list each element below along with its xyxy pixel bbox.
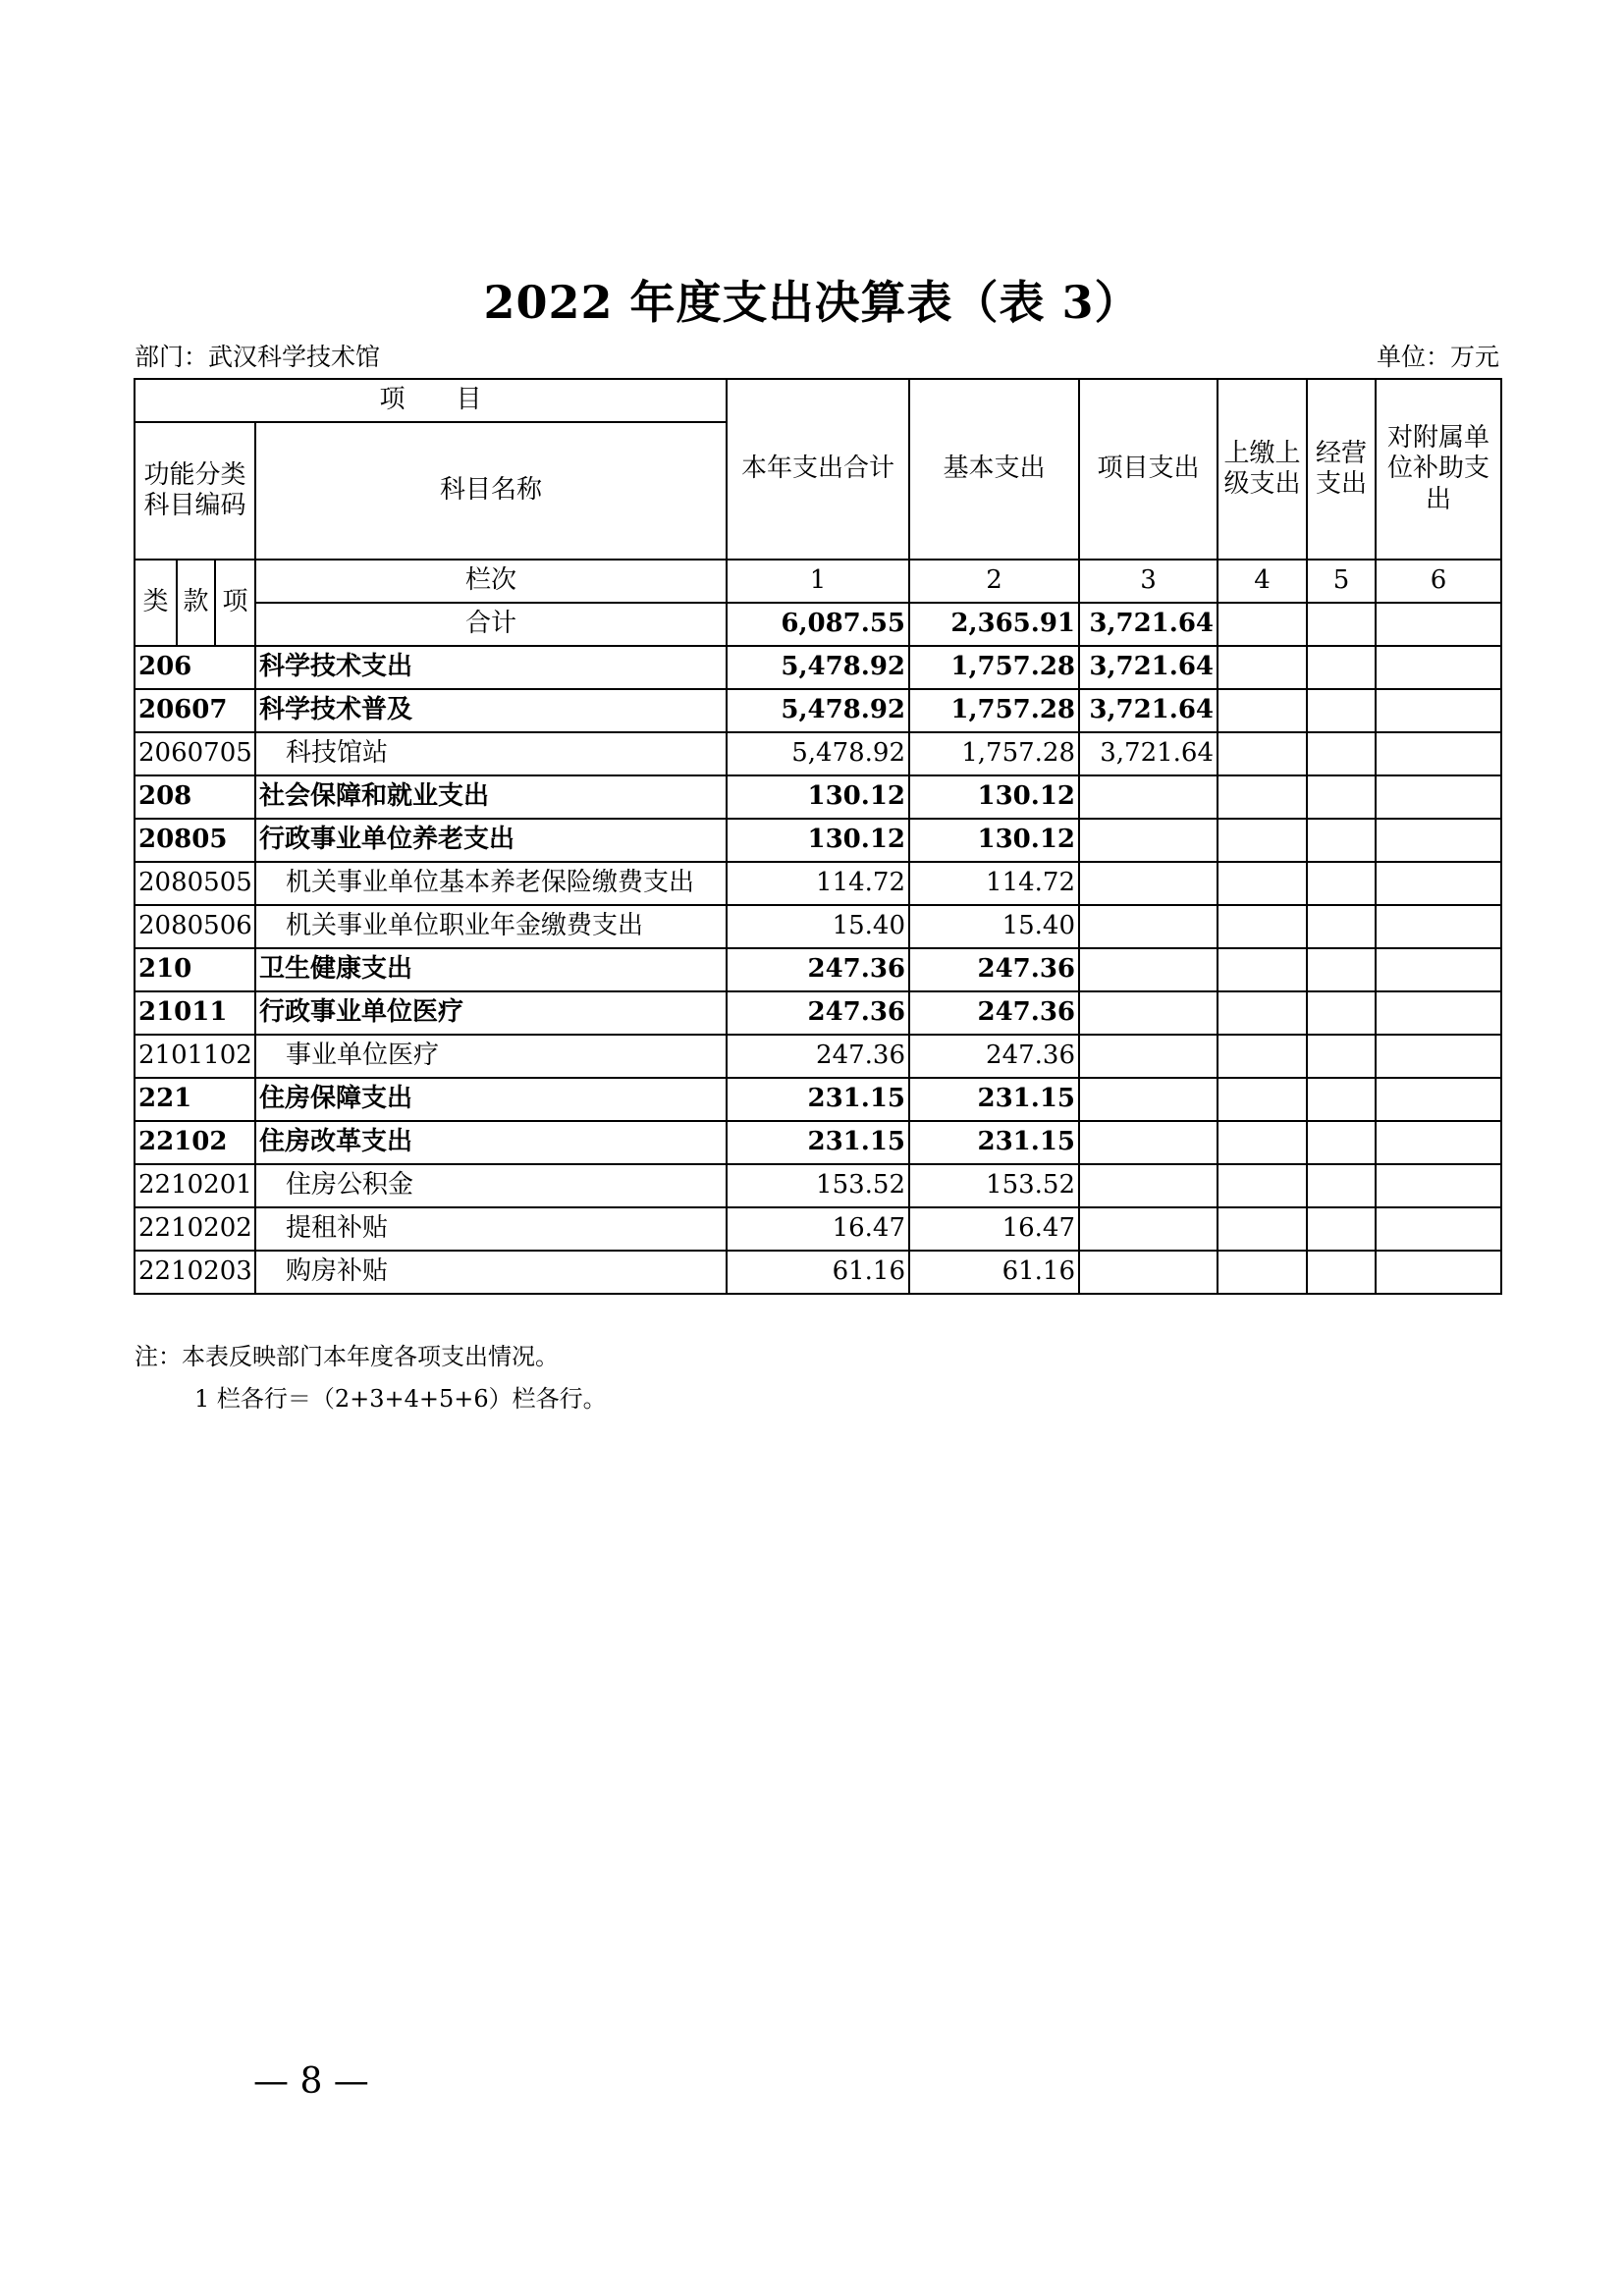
row-subsidy <box>1376 905 1501 948</box>
row-total: 15.40 <box>727 905 909 948</box>
row-subsidy <box>1376 862 1501 905</box>
row-business <box>1307 991 1376 1035</box>
row-total: 5,478.92 <box>727 646 909 689</box>
row-business <box>1307 905 1376 948</box>
row-project <box>1079 948 1218 991</box>
row-upper <box>1218 1251 1307 1294</box>
row-basic: 1,757.28 <box>909 732 1079 775</box>
row-total: 16.47 <box>727 1207 909 1251</box>
row-subsidy <box>1376 1121 1501 1164</box>
row-code: 2210201 <box>135 1164 255 1207</box>
row-subsidy <box>1376 1035 1501 1078</box>
row-code: 22102 <box>135 1121 255 1164</box>
header-lanci: 栏次 <box>255 560 727 603</box>
department-label: 部门：武汉科学技术馆 <box>135 343 381 371</box>
col-number-4: 4 <box>1218 560 1307 603</box>
header-col-upper: 上缴上级支出 <box>1218 379 1307 560</box>
row-code: 21011 <box>135 991 255 1035</box>
row-subject-name: 行政事业单位医疗 <box>255 991 727 1035</box>
row-basic: 15.40 <box>909 905 1079 948</box>
table-row <box>135 1078 1501 1121</box>
table-row <box>135 1207 1501 1251</box>
header-subject-name: 科目名称 <box>255 422 727 560</box>
row-total: 231.15 <box>727 1121 909 1164</box>
row-code: 206 <box>135 646 255 689</box>
row-project <box>1079 1078 1218 1121</box>
row-total: 247.36 <box>727 1035 909 1078</box>
row-project <box>1079 1035 1218 1078</box>
row-business <box>1307 1164 1376 1207</box>
col-number-2: 2 <box>909 560 1079 603</box>
header-func-code: 功能分类科目编码 <box>135 422 255 560</box>
row-basic: 153.52 <box>909 1164 1079 1207</box>
row-subsidy <box>1376 819 1501 862</box>
row-business <box>1307 948 1376 991</box>
table-row <box>135 689 1501 732</box>
total-cell-upper <box>1218 603 1307 646</box>
table-row <box>135 1251 1501 1294</box>
row-total: 231.15 <box>727 1078 909 1121</box>
row-basic: 247.36 <box>909 991 1079 1035</box>
table-row <box>135 1164 1501 1207</box>
row-project <box>1079 775 1218 819</box>
row-subject-name: 机关事业单位职业年金缴费支出 <box>255 905 727 948</box>
row-subsidy <box>1376 1251 1501 1294</box>
row-upper <box>1218 819 1307 862</box>
row-basic: 1,757.28 <box>909 646 1079 689</box>
row-subject-name: 住房保障支出 <box>255 1078 727 1121</box>
row-upper <box>1218 775 1307 819</box>
row-business <box>1307 732 1376 775</box>
row-subsidy <box>1376 948 1501 991</box>
row-basic: 16.47 <box>909 1207 1079 1251</box>
expenditure-table <box>134 378 1502 1295</box>
header-item: 项 目 <box>135 379 727 422</box>
row-code: 20805 <box>135 819 255 862</box>
row-total: 247.36 <box>727 991 909 1035</box>
col-number-5: 5 <box>1307 560 1376 603</box>
row-upper <box>1218 1121 1307 1164</box>
row-business <box>1307 689 1376 732</box>
row-project <box>1079 1251 1218 1294</box>
row-subject-name: 提租补贴 <box>255 1207 727 1251</box>
page-title: 2022 年度支出决算表（表 3） <box>483 276 1141 329</box>
row-code: 208 <box>135 775 255 819</box>
header-row-item <box>135 379 1501 422</box>
row-subject-name: 机关事业单位基本养老保险缴费支出 <box>255 862 727 905</box>
row-subject-name: 购房补贴 <box>255 1251 727 1294</box>
row-business <box>1307 1251 1376 1294</box>
page-number: — 8 — <box>253 2061 369 2102</box>
row-code: 210 <box>135 948 255 991</box>
row-project <box>1079 905 1218 948</box>
row-total: 5,478.92 <box>727 689 909 732</box>
row-total: 153.52 <box>727 1164 909 1207</box>
row-subject-name: 科学技术普及 <box>255 689 727 732</box>
header-col-project: 项目支出 <box>1079 379 1218 560</box>
row-basic: 114.72 <box>909 862 1079 905</box>
row-subsidy <box>1376 775 1501 819</box>
row-basic: 247.36 <box>909 948 1079 991</box>
total-cell-business <box>1307 603 1376 646</box>
row-upper <box>1218 646 1307 689</box>
row-subsidy <box>1376 991 1501 1035</box>
row-upper <box>1218 1207 1307 1251</box>
total-cell-project: 3,721.64 <box>1079 603 1218 646</box>
row-code: 2080506 <box>135 905 255 948</box>
row-subsidy <box>1376 1164 1501 1207</box>
row-subsidy <box>1376 1207 1501 1251</box>
row-project: 3,721.64 <box>1079 689 1218 732</box>
row-total: 5,478.92 <box>727 732 909 775</box>
row-basic: 130.12 <box>909 819 1079 862</box>
header-lei: 类 <box>135 560 177 646</box>
table-row <box>135 775 1501 819</box>
col-number-1: 1 <box>727 560 909 603</box>
row-code: 221 <box>135 1078 255 1121</box>
total-row <box>135 603 1501 646</box>
row-upper <box>1218 905 1307 948</box>
row-project: 3,721.64 <box>1079 732 1218 775</box>
row-basic: 231.15 <box>909 1078 1079 1121</box>
header-col-basic: 基本支出 <box>909 379 1079 560</box>
header-xiang: 项 <box>215 560 255 646</box>
col-number-6: 6 <box>1376 560 1501 603</box>
row-upper <box>1218 1035 1307 1078</box>
row-total: 114.72 <box>727 862 909 905</box>
row-business <box>1307 1207 1376 1251</box>
row-business <box>1307 1121 1376 1164</box>
row-business <box>1307 775 1376 819</box>
row-basic: 1,757.28 <box>909 689 1079 732</box>
row-project <box>1079 862 1218 905</box>
row-subject-name: 科技馆站 <box>255 732 727 775</box>
row-basic: 61.16 <box>909 1251 1079 1294</box>
row-subject-name: 社会保障和就业支出 <box>255 775 727 819</box>
row-project <box>1079 1164 1218 1207</box>
header-row-lanci <box>135 560 1501 603</box>
row-upper <box>1218 862 1307 905</box>
row-project <box>1079 819 1218 862</box>
row-subject-name: 住房公积金 <box>255 1164 727 1207</box>
table-row <box>135 905 1501 948</box>
row-code: 2101102 <box>135 1035 255 1078</box>
row-subject-name: 行政事业单位养老支出 <box>255 819 727 862</box>
row-code: 2210203 <box>135 1251 255 1294</box>
row-basic: 130.12 <box>909 775 1079 819</box>
row-upper <box>1218 948 1307 991</box>
header-col-business: 经营支出 <box>1307 379 1376 560</box>
row-upper <box>1218 689 1307 732</box>
table-row <box>135 862 1501 905</box>
row-project <box>1079 991 1218 1035</box>
row-subsidy <box>1376 1078 1501 1121</box>
note-line-2: 1 栏各行＝（2+3+4+5+6）栏各行。 <box>194 1385 607 1413</box>
row-subject-name: 卫生健康支出 <box>255 948 727 991</box>
row-total: 61.16 <box>727 1251 909 1294</box>
row-code: 2060705 <box>135 732 255 775</box>
row-subject-name: 事业单位医疗 <box>255 1035 727 1078</box>
col-number-3: 3 <box>1079 560 1218 603</box>
row-upper <box>1218 1164 1307 1207</box>
total-cell-basic: 2,365.91 <box>909 603 1079 646</box>
header-col-total: 本年支出合计 <box>727 379 909 560</box>
row-business <box>1307 1035 1376 1078</box>
row-basic: 231.15 <box>909 1121 1079 1164</box>
unit-label: 单位：万元 <box>1376 343 1499 371</box>
row-subject-name: 科学技术支出 <box>255 646 727 689</box>
row-business <box>1307 646 1376 689</box>
row-subject-name: 住房改革支出 <box>255 1121 727 1164</box>
row-total: 130.12 <box>727 775 909 819</box>
row-upper <box>1218 732 1307 775</box>
table-row <box>135 1121 1501 1164</box>
row-project <box>1079 1121 1218 1164</box>
row-upper <box>1218 1078 1307 1121</box>
table-row <box>135 991 1501 1035</box>
table-row <box>135 819 1501 862</box>
table-row <box>135 948 1501 991</box>
row-code: 20607 <box>135 689 255 732</box>
header-col-subsidy: 对附属单位补助支出 <box>1376 379 1501 560</box>
row-upper <box>1218 991 1307 1035</box>
table-row <box>135 732 1501 775</box>
row-business <box>1307 862 1376 905</box>
row-code: 2080505 <box>135 862 255 905</box>
header-kuan: 款 <box>177 560 215 646</box>
row-total: 247.36 <box>727 948 909 991</box>
total-cell-subsidy <box>1376 603 1501 646</box>
note-line-1: 注：本表反映部门本年度各项支出情况。 <box>135 1343 559 1370</box>
row-subsidy <box>1376 732 1501 775</box>
row-business <box>1307 1078 1376 1121</box>
row-project: 3,721.64 <box>1079 646 1218 689</box>
total-cell-total: 6,087.55 <box>727 603 909 646</box>
total-label: 合计 <box>255 603 727 646</box>
row-subsidy <box>1376 646 1501 689</box>
row-code: 2210202 <box>135 1207 255 1251</box>
row-business <box>1307 819 1376 862</box>
table-row <box>135 1035 1501 1078</box>
table-row <box>135 646 1501 689</box>
row-project <box>1079 1207 1218 1251</box>
row-total: 130.12 <box>727 819 909 862</box>
row-basic: 247.36 <box>909 1035 1079 1078</box>
row-subsidy <box>1376 689 1501 732</box>
